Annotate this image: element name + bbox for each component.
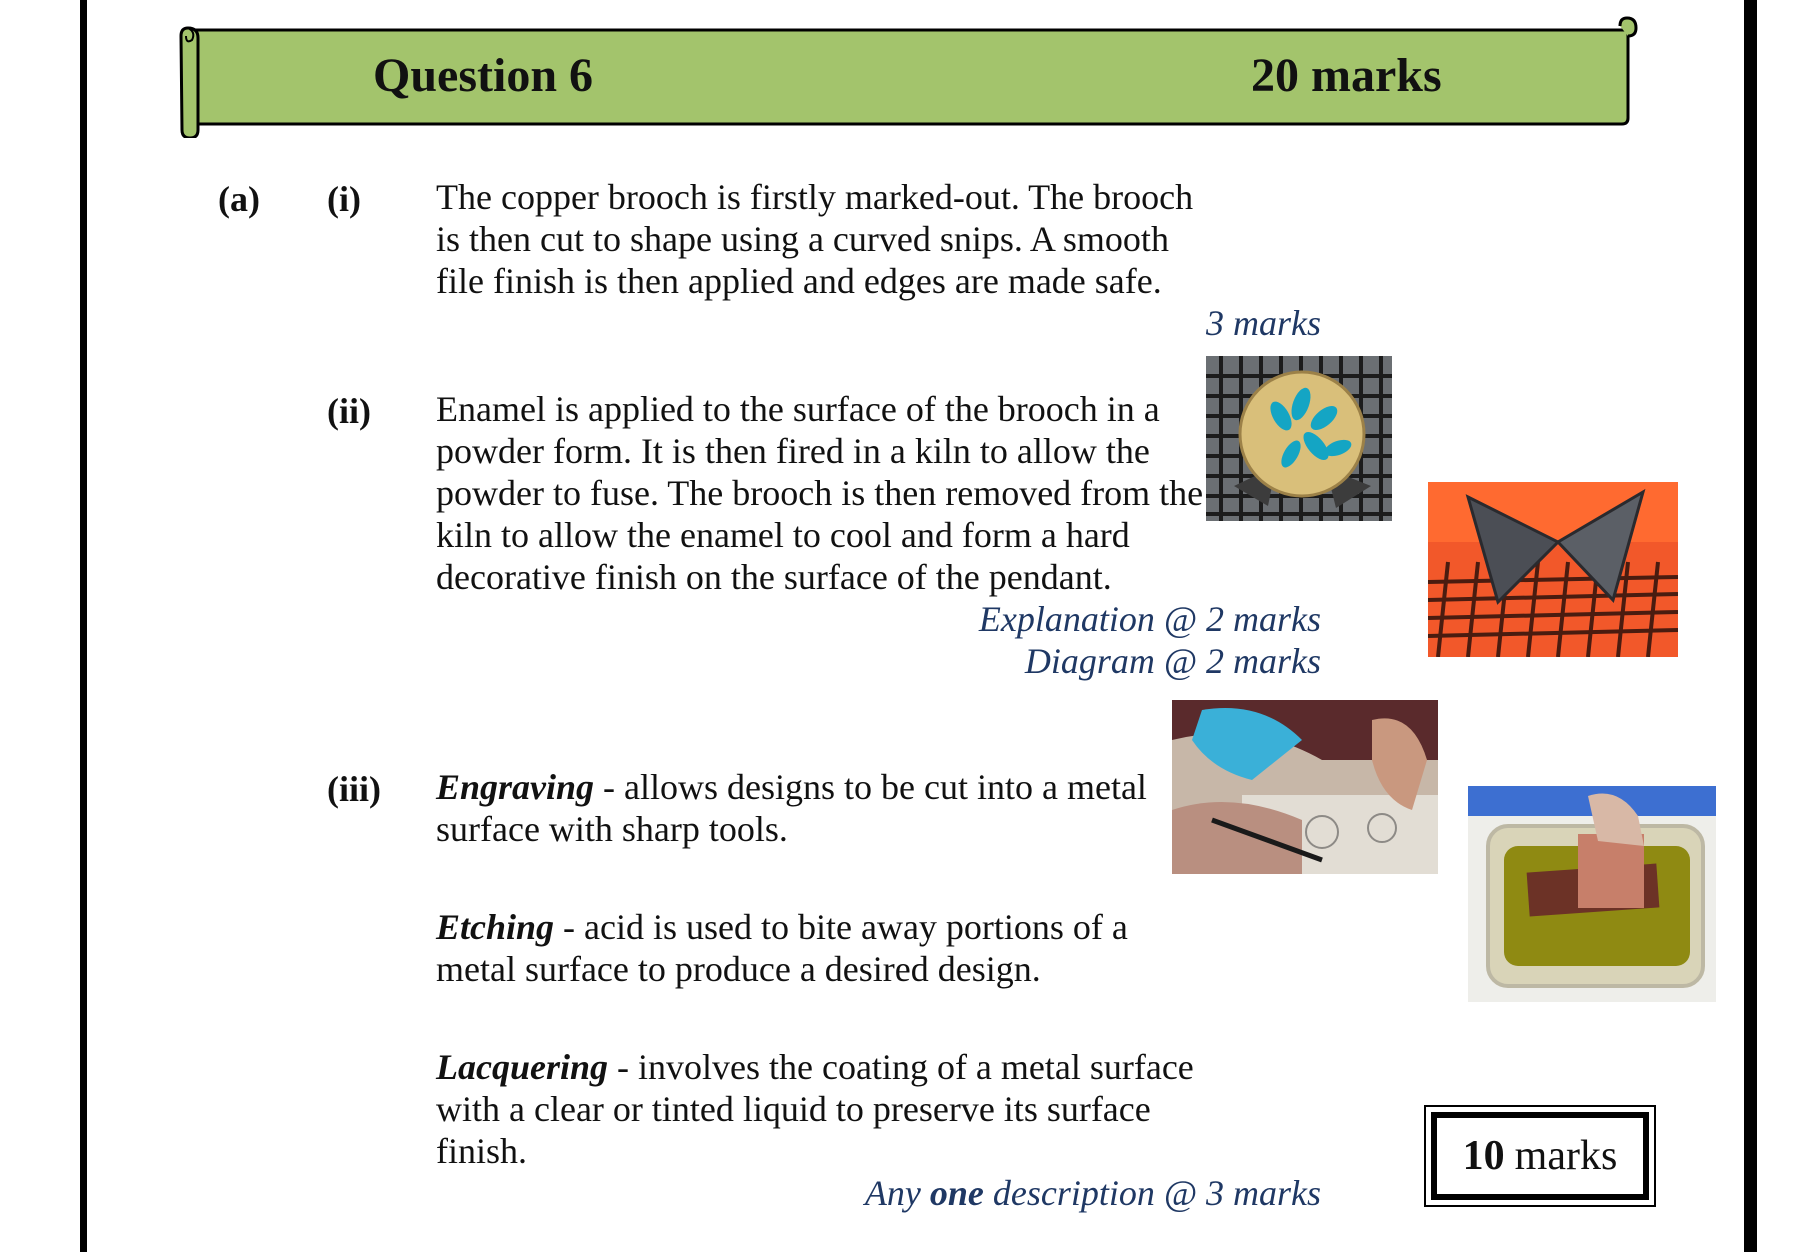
question-banner [176,8,1638,138]
engraving-photo [1172,700,1438,874]
total-marks-number: 10 [1462,1133,1505,1179]
page-border-left [80,0,87,1252]
sub-ii-answer: Enamel is applied to the surface of the brooch in a powder form. It is then fired in a kiln to allow the powder to fuse. The brooch is then removed from the kiln to allow the enamel to cool and form a hard decorative finish on the surface of the pendant. [436,389,1204,597]
sub-ii-label: (ii) [327,391,371,431]
etching-photo [1468,786,1716,1002]
sub-i-answer: The copper brooch is firstly marked-out. The brooch is then cut to shape using a curved snips. A smooth file finish is then applied and edges are made safe. [436,177,1194,301]
sub-i-label: (i) [327,179,361,219]
sub-ii-explanation-marks: Explanation @ 2 marks [978,599,1321,639]
sub-iii-marks-prefix: Any [864,1173,930,1213]
sub-iii-marks-bold: one [929,1173,984,1213]
total-marks-unit: marks [1514,1133,1618,1179]
sub-ii-diagram-marks: Diagram @ 2 marks [1024,641,1321,681]
lacquering-term: Lacquering [436,1047,609,1087]
sub-iii-marks [865,1172,1321,1214]
etching-term: Etching [436,907,555,947]
lacquering-description [436,1046,1216,1172]
page-border-right [1744,0,1757,1252]
kiln-trivet-photo [1428,482,1678,657]
question-total-marks: 20 marks [1251,49,1442,102]
engraving-term: Engraving [436,767,595,807]
etching-description [436,906,1176,990]
enameled-brooch-photo [1206,356,1392,521]
sub-i-marks: 3 marks [1206,303,1321,343]
engraving-description [436,766,1176,850]
sub-iii-label: (iii) [327,769,381,809]
total-marks-box [1424,1105,1656,1207]
question-title: Question 6 [373,49,594,102]
lacquering-text: - involves the coating of a metal surface with a clear or tinted liquid to preserve its surface finish. [436,1047,1194,1171]
part-a-label: (a) [218,179,260,219]
etching-text: - acid is used to bite away portions of a metal surface to produce a desired design. [436,907,1128,989]
engraving-text: - allows designs to be cut into a metal surface with sharp tools. [436,767,1147,849]
sub-iii-marks-suffix: description @ 3 marks [983,1173,1321,1213]
